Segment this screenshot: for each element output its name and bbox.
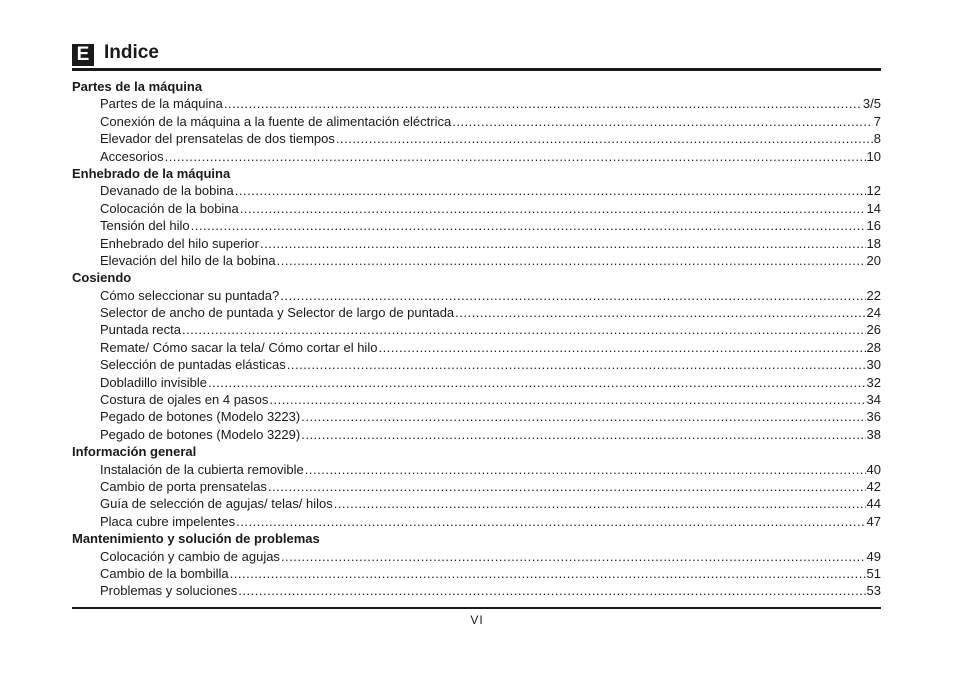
dot-leader <box>165 148 866 165</box>
dot-leader <box>269 391 865 408</box>
footer-divider <box>72 607 881 609</box>
dot-leader <box>238 582 865 599</box>
page-header <box>72 44 881 66</box>
toc-entry-page-number: 36 <box>866 409 881 425</box>
toc-entry-page-number: 51 <box>866 565 881 581</box>
toc-entry-label: Colocación de la bobina <box>100 200 239 216</box>
toc-section-heading: Enhebrado de la máquina <box>72 165 231 181</box>
toc-entry[interactable] <box>72 235 881 252</box>
toc-entry-label: Problemas y soluciones <box>100 583 238 599</box>
toc-entry[interactable] <box>72 408 881 425</box>
toc-entry-page-number: 34 <box>866 392 881 408</box>
dot-leader <box>240 200 866 217</box>
dot-leader <box>280 287 865 304</box>
toc-entry[interactable] <box>72 130 881 147</box>
toc-entry-page-number: 12 <box>866 183 881 199</box>
dot-leader <box>336 130 873 147</box>
toc-entry-label: Remate/ Cómo sacar la tela/ Cómo cortar el hilo <box>100 339 378 355</box>
toc-entry-page-number: 8 <box>873 131 881 147</box>
dot-leader <box>235 182 866 199</box>
language-badge: E <box>72 44 94 66</box>
dot-leader <box>230 565 866 582</box>
toc-entry-page-number: 7 <box>873 113 881 129</box>
toc-entry-label: Selector de ancho de puntada y Selector de largo de puntada <box>100 305 455 321</box>
toc-entry-label: Dobladillo invisible <box>100 374 207 390</box>
toc-entry-page-number: 47 <box>866 513 881 529</box>
toc-section-heading: Mantenimiento y solución de problemas <box>72 531 320 547</box>
toc-entry[interactable] <box>72 548 881 565</box>
toc-entry-page-number: 40 <box>866 461 881 477</box>
toc-entry[interactable] <box>72 321 881 338</box>
toc-entry-page-number: 53 <box>866 583 881 599</box>
dot-leader <box>334 495 866 512</box>
toc-entry[interactable] <box>72 478 881 495</box>
toc-entry-label: Accesorios <box>100 148 164 164</box>
toc-entry-label: Cambio de porta prensatelas <box>100 478 267 494</box>
toc-entry-page-number: 44 <box>866 496 881 512</box>
dot-leader <box>224 95 862 112</box>
toc-entry[interactable] <box>72 252 881 269</box>
toc-entry[interactable] <box>72 565 881 582</box>
dot-leader <box>455 304 865 321</box>
toc-entry-page-number: 3/5 <box>862 96 881 112</box>
toc-entry-label: Devanado de la bobina <box>100 183 234 199</box>
toc-entry[interactable] <box>72 304 881 321</box>
dot-leader <box>268 478 866 495</box>
toc-entry[interactable] <box>72 582 881 599</box>
toc-entry-label: Cómo seleccionar su puntada? <box>100 287 280 303</box>
toc-entry-label: Puntada recta <box>100 322 181 338</box>
dot-leader <box>182 321 866 338</box>
toc-entry[interactable] <box>72 182 881 199</box>
toc-entry-page-number: 22 <box>866 287 881 303</box>
toc-entry-page-number: 20 <box>866 252 881 268</box>
toc-entry-label: Tensión del hilo <box>100 218 190 234</box>
toc-section-heading: Partes de la máquina <box>72 79 203 94</box>
toc-entry-label: Partes de la máquina <box>100 96 223 112</box>
dot-leader <box>281 548 866 565</box>
dot-leader <box>287 356 866 373</box>
toc-entry-label: Elevación del hilo de la bobina <box>100 252 276 268</box>
dot-leader <box>191 217 866 234</box>
dot-leader <box>208 374 866 391</box>
table-of-contents <box>72 78 881 600</box>
toc-entry[interactable] <box>72 356 881 373</box>
toc-entry[interactable] <box>72 339 881 356</box>
toc-entry-label: Colocación y cambio de agujas <box>100 548 280 564</box>
toc-section-heading: Cosiendo <box>72 270 132 286</box>
toc-entry-label: Costura de ojales en 4 pasos <box>100 392 269 408</box>
toc-entry[interactable] <box>72 495 881 512</box>
toc-entry-label: Guía de selección de agujas/ telas/ hilos <box>100 496 333 512</box>
toc-entry-label: Enhebrado del hilo superior <box>100 235 259 251</box>
dot-leader <box>378 339 865 356</box>
toc-entry-label: Placa cubre impelentes <box>100 513 236 529</box>
toc-entry-page-number: 26 <box>866 322 881 338</box>
toc-entry-label: Instalación de la cubierta removible <box>100 461 304 477</box>
toc-entry[interactable] <box>72 426 881 443</box>
toc-entry[interactable] <box>72 391 881 408</box>
toc-entry[interactable] <box>72 217 881 234</box>
toc-entry-page-number: 49 <box>866 548 881 564</box>
toc-entry-page-number: 30 <box>866 357 881 373</box>
toc-section-heading: Información general <box>72 444 197 460</box>
toc-entry-label: Cambio de la bombilla <box>100 565 229 581</box>
toc-entry-page-number: 42 <box>866 478 881 494</box>
toc-entry-page-number: 10 <box>866 148 881 164</box>
toc-entry-page-number: 38 <box>866 426 881 442</box>
toc-entry-label: Conexión de la máquina a la fuente de alimentación eléctrica <box>100 113 452 129</box>
toc-entry[interactable] <box>72 461 881 478</box>
toc-entry-page-number: 32 <box>866 374 881 390</box>
toc-entry[interactable] <box>72 113 881 130</box>
dot-leader <box>260 235 866 252</box>
toc-entry[interactable] <box>72 374 881 391</box>
toc-entry-label: Elevador del prensatelas de dos tiempos <box>100 131 335 147</box>
dot-leader <box>452 113 873 130</box>
header-divider <box>72 68 881 71</box>
toc-entry-label: Selección de puntadas elásticas <box>100 357 286 373</box>
toc-entry[interactable] <box>72 95 881 112</box>
toc-entry[interactable] <box>72 513 881 530</box>
toc-entry-page-number: 16 <box>866 218 881 234</box>
dot-leader <box>305 461 866 478</box>
dot-leader <box>301 408 865 425</box>
dot-leader <box>277 252 866 269</box>
toc-entry-page-number: 24 <box>866 305 881 321</box>
page-title: Indice <box>104 42 159 63</box>
toc-entry[interactable] <box>72 148 881 165</box>
toc-entry[interactable] <box>72 200 881 217</box>
toc-entry[interactable] <box>72 287 881 304</box>
dot-leader <box>236 513 865 530</box>
dot-leader <box>301 426 865 443</box>
toc-entry-label: Pegado de botones (Modelo 3223) <box>100 409 301 425</box>
toc-entry-page-number: 14 <box>866 200 881 216</box>
toc-entry-label: Pegado de botones (Modelo 3229) <box>100 426 301 442</box>
page-number: VI <box>470 613 484 627</box>
toc-entry-page-number: 28 <box>866 339 881 355</box>
toc-entry-page-number: 18 <box>866 235 881 251</box>
